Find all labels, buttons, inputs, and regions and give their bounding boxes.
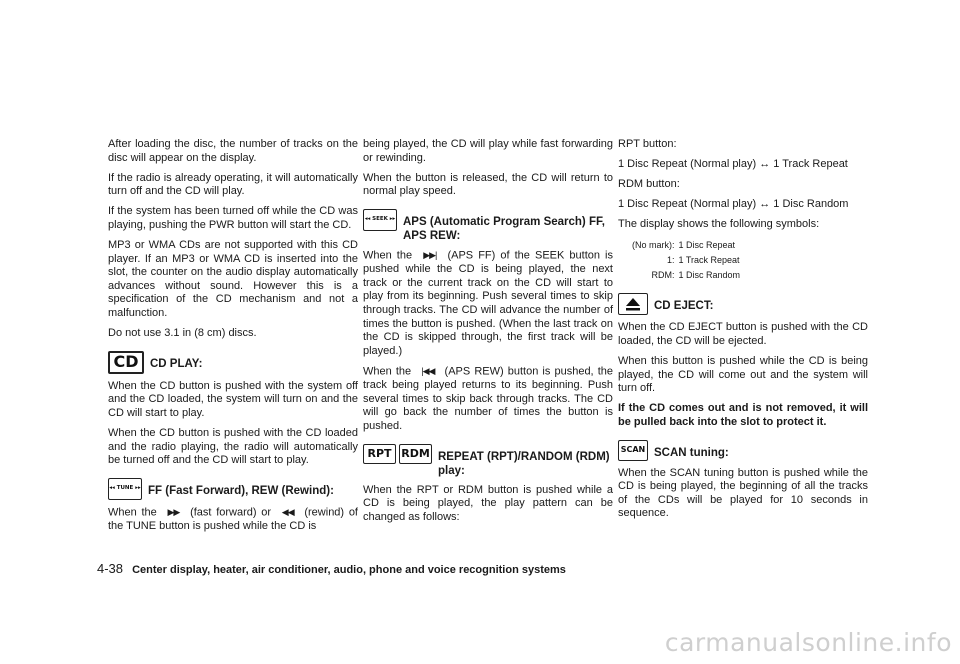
paragraph: 1 Disc Repeat (Normal play) ↔ 1 Disc Random (618, 198, 849, 211)
heading-text: CD PLAY: (150, 357, 203, 370)
seek-button-icon: ◂◂ SEEK ▸▸ (363, 209, 397, 231)
paragraph: 1 Disc Repeat (Normal play) ↔ 1 Track Repeat (618, 158, 848, 171)
heading-text: APS (Automatic Program Search) FF, APS REW: (403, 215, 605, 242)
paragraph: RPT button: (618, 138, 677, 150)
aps-ff-icon: ▶▶| (423, 249, 437, 260)
column-3 (618, 138, 868, 528)
symbol-value: 1 Track Repeat (678, 255, 740, 266)
paragraph: When the CD EJECT button is pushed with the CD loaded, the CD will be ejected. (618, 321, 868, 348)
rdm-button-icon: RDM (399, 444, 432, 464)
eject-glyph (624, 297, 642, 311)
paragraph: The display shows the following symbols: (618, 218, 820, 231)
text-run: (APS REW) button is pushed, the track being played returns to its beginning. Push several times to skip back through tracks. The CD will go back the number of times the button is pushed. (363, 365, 614, 432)
table-row (632, 268, 740, 283)
warning-paragraph: If the CD comes out and is not removed, it will be pulled back into the slot to protect it. (618, 402, 868, 429)
paragraph (108, 506, 358, 534)
symbol-key: (No mark): (632, 240, 675, 251)
fast-forward-icon: ▶▶ (167, 506, 180, 517)
symbol-value: 1 Disc Random (678, 270, 741, 281)
paragraph: When the button is released, the CD will return to normal play speed. (363, 171, 613, 198)
text-run: When the (363, 249, 413, 262)
section-heading-ff-rew (108, 478, 358, 500)
page-footer (97, 561, 566, 576)
display-symbols-table (632, 238, 740, 283)
paragraph (363, 365, 613, 434)
tune-button-icon: ◂◂ TUNE ▸▸ (108, 478, 142, 500)
table-row (632, 238, 740, 253)
paragraph: After loading the disc, the number of tracks on the disc will appear on the display. (108, 138, 358, 164)
footer-title: Center display, heater, air conditioner, audio, phone and voice recognition systems (132, 564, 566, 576)
section-heading-repeat-random (363, 444, 613, 478)
paragraph: When the SCAN tuning button is pushed while the CD is being played, the beginning of all the tracks of the CDs will be played for 10 seconds in sequence. (618, 466, 868, 520)
page-number: 4-38 (97, 561, 124, 576)
column-1 (108, 138, 358, 540)
aps-rew-icon: |◀◀ (421, 365, 435, 376)
section-heading-scan (618, 440, 868, 461)
symbol-value: 1 Disc Repeat (678, 240, 736, 251)
paragraph: When this button is pushed while the CD is being played, the CD will come out and the system will turn off. (618, 355, 868, 395)
text-run: When the (108, 506, 157, 519)
symbol-key: 1: (666, 255, 675, 266)
text-run: (rewind) of the TUNE button is pushed while the CD is (108, 506, 358, 533)
table-row (632, 253, 740, 268)
heading-text: REPEAT (RPT)/RANDOM (RDM) play: (438, 450, 610, 477)
paragraph: When the CD button is pushed with the CD loaded and the radio playing, the radio will automatically be turned off and the CD will start to play. (108, 427, 358, 467)
heading-text: FF (Fast Forward), REW (Rewind): (148, 484, 334, 497)
paragraph: If the radio is already operating, it will automatically turn off and the CD will play. (108, 171, 358, 198)
paragraph: being played, the CD will play while fast forwarding or rewinding. (363, 138, 613, 164)
paragraph: When the RPT or RDM button is pushed while a CD is being played, the play pattern can be changed as follows: (363, 483, 613, 523)
section-heading-cd-eject (618, 293, 868, 315)
paragraph: RDM button: (618, 178, 680, 191)
heading-text: SCAN tuning: (654, 446, 729, 459)
cd-button-icon: CD (108, 351, 144, 374)
column-2 (363, 138, 613, 531)
paragraph: If the system has been turned off while the CD was playing, pushing the PWR button will start the CD. (108, 205, 358, 231)
watermark: carmanualsonline.info (664, 628, 952, 657)
text-run: (fast forward) or (190, 506, 272, 519)
symbol-key: RDM: (651, 270, 675, 281)
text-run: (APS FF) of the SEEK button is pushed while the CD is being played, the next track or the current track on the CD will start to play from its beginning. Push several times to skip through tracks. The CD will advance the number of times the button is pushed. (When the last track on the CD is skipped through, the first track will be played.) (363, 249, 613, 357)
rewind-icon: ◀◀ (281, 506, 294, 517)
text-run: When the (363, 365, 412, 378)
paragraph: MP3 or WMA CDs are not supported with this CD player. If an MP3 or WMA CD is inserted into the slot, the counter on the audio display automatically advances without sound. However this is a specification of the CD mechanism and not a malfunction. (108, 239, 358, 320)
section-heading-cd-play (108, 351, 358, 374)
eject-icon (618, 293, 648, 315)
section-heading-aps (363, 209, 613, 243)
scan-button-icon: SCAN (618, 440, 648, 461)
rpt-button-icon: RPT (363, 444, 396, 464)
paragraph (363, 249, 613, 358)
heading-text: CD EJECT: (654, 300, 714, 313)
paragraph: When the CD button is pushed with the system off and the CD loaded, the system will turn on and the CD will start to play. (108, 379, 358, 419)
paragraph: Do not use 3.1 in (8 cm) discs. (108, 327, 257, 340)
